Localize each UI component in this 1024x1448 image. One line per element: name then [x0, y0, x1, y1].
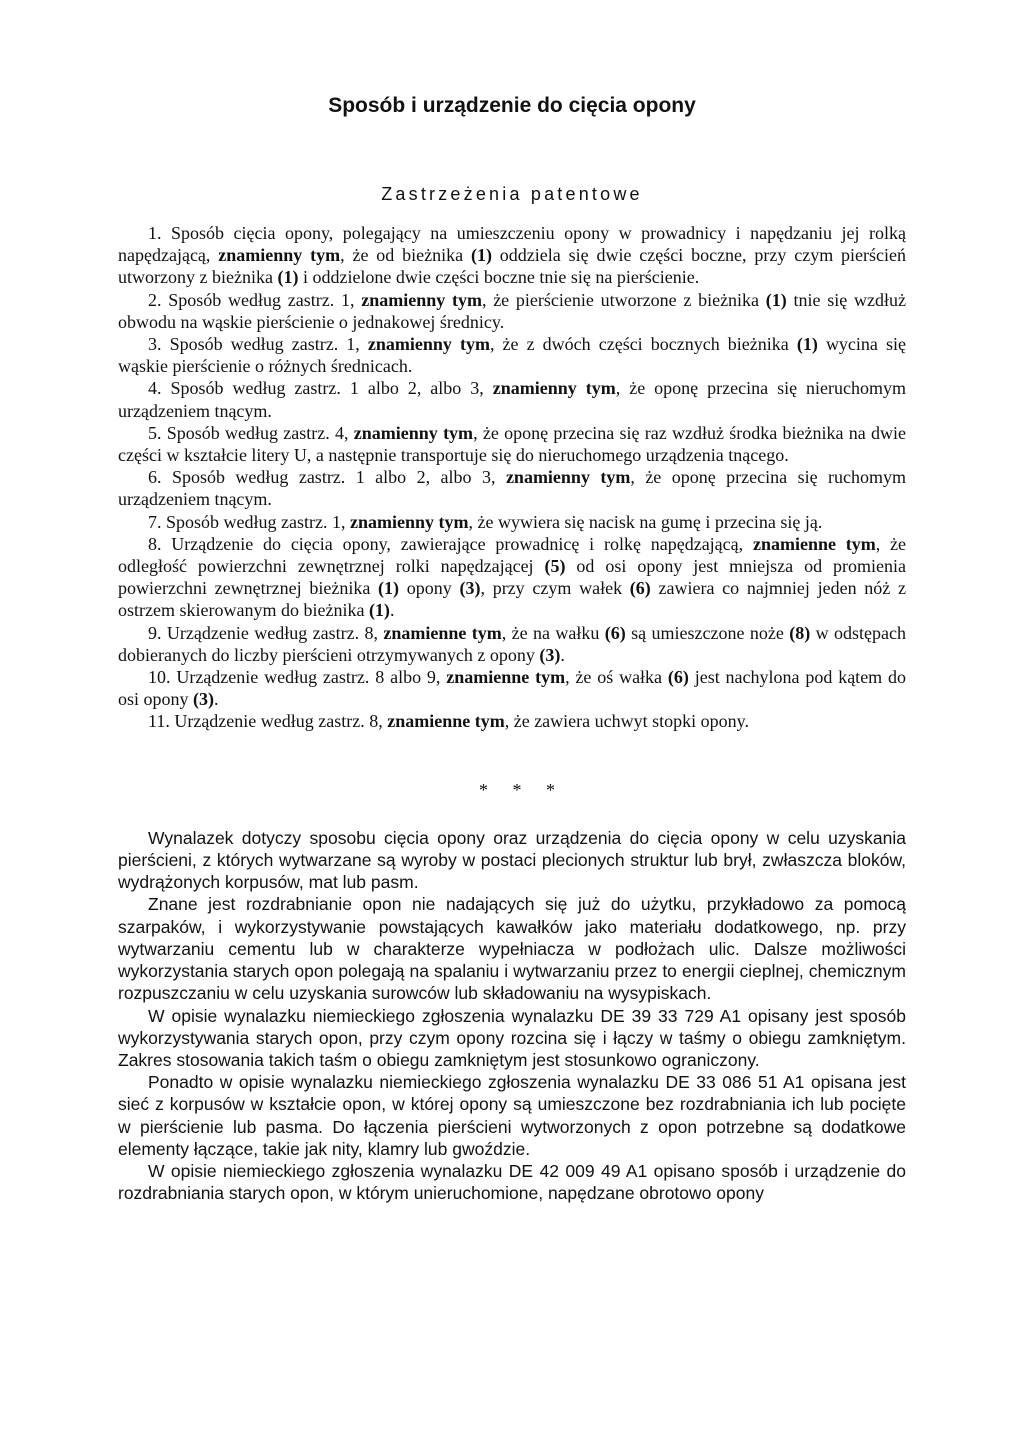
claim-text: 2. Sposób według zastrz. 1, [148, 289, 362, 310]
claim-text: , że oś wałka [565, 667, 668, 688]
claim-text: 4. Sposób według zastrz. 1 albo 2, albo 3, [148, 378, 493, 399]
description-paragraph-4: Ponadto w opisie wynalazku niemieckiego zgłoszenia wynalazku DE 33 086 51 A1 opisana jest sieć z korpusów w kształcie opon, w której opony są umieszczone bez rozdrabniania ich lub pocięte w pierścienie lub pasma. Do łączenia pierścieni wytworzonych z opon potrzebne są dodatkowe elementy łączące, takie jak nity, klamry lub gwoździe. [118, 1072, 906, 1159]
claim-bold-text: (1) [378, 578, 400, 599]
section-separator: * * * [479, 779, 565, 800]
claim-bold-text: (1) [368, 600, 390, 621]
claim-text: , że odległość powierzchni zewnętrznej rolki napędzającej [118, 533, 907, 577]
document-title: Sposób i urządzenie do cięcia opony [328, 94, 696, 117]
claim-bold-text: (6) [667, 667, 689, 688]
claim-text: . [214, 689, 219, 710]
claim-text: 9. Urządzenie według zastrz. 8, [148, 622, 384, 643]
claim-bold-text: znamienny tym [505, 467, 631, 488]
claim-4 [118, 377, 906, 421]
claim-text: , przy czym wałek [480, 578, 630, 599]
claim-text: oddziela się dwie części boczne, przy czym pierścień utworzony z bieżnika [118, 245, 907, 288]
claim-11 [118, 710, 906, 732]
claim-text: , że od bieżnika [340, 245, 471, 266]
claim-bold-text: (6) [629, 578, 651, 599]
claim-text: opony [399, 578, 460, 599]
description-section [118, 827, 906, 1204]
claim-text: . [560, 644, 565, 665]
claim-bold-text: (3) [539, 644, 561, 665]
claim-text: , że na wałku [501, 622, 605, 643]
claim-text: od osi opony jest mniejsza od promienia powierzchni zewnętrznej bieżnika [118, 556, 907, 599]
claim-bold-text: znamienne tym [383, 622, 502, 643]
claim-bold-text: znamienny tym [218, 245, 341, 266]
claim-text: 11. Urządzenie według zastrz. 8, [148, 711, 388, 732]
claim-text: 1. Sposób cięcia opony, polegający na umieszczeniu opony w prowadnicy i napędzaniu jej rolką napędzającą, [118, 223, 906, 266]
claim-text: , że oponę przecina się nieruchomym urządzeniem tnącym. [118, 378, 907, 421]
claim-text: 10. Urządzenie według zastrz. 8 albo 9, [148, 667, 447, 688]
description-paragraph-1: Wynalazek dotyczy sposobu cięcia opony oraz urządzenia do cięcia opony w celu uzyskania pierścieni, z których wytwarzane są wyroby w postaci plecionych struktur lub brył, zwłaszcza bloków, wydrążonych korpusów, mat lub pasm. [118, 827, 906, 893]
claim-1 [118, 222, 906, 289]
claim-bold-text: znamienne tym [387, 711, 505, 732]
claim-text: , że pierścienie utworzone z bieżnika [481, 289, 766, 310]
claim-bold-text: (8) [789, 622, 811, 643]
claim-text: , że oponę przecina się raz wzdłuż środka bieżnika na dwie części w kształcie litery U, a następnie transportuje się do nieruchomego urządzenia tnącego. [118, 422, 906, 466]
claim-9 [118, 622, 906, 666]
claim-text: wycina się wąskie pierścienie o różnych średnicach. [118, 334, 906, 377]
description-paragraph-5: W opisie niemieckiego zgłoszenia wynalazku DE 42 009 49 A1 opisano sposób i urządzenie do rozdrabniania starych opon, w którym unieruchomione, napędzane obrotowo opony [118, 1160, 906, 1204]
claim-5 [118, 422, 906, 466]
claim-bold-text: (1) [765, 289, 787, 310]
description-paragraph-3: W opisie wynalazku niemieckiego zgłoszenia wynalazku DE 39 33 729 A1 opisany jest sposób wykorzystywania starych opon, przy czym opony rozcina się i łączy w taśmy o obiegu zamkniętym. Zakres stosowania takich taśm o obiegu zamkniętym jest stosunkowo ograniczony. [118, 1005, 906, 1070]
claim-text: . [389, 600, 395, 621]
claim-8 [118, 533, 906, 622]
claim-text: zawiera co najmniej jeden nóż z ostrzem skierowanym do bieżnika [118, 578, 906, 621]
description-paragraph-2: Znane jest rozdrabnianie opon nie nadających się już do użytku, przykładowo za pomocą szarpaków, i wykorzystywanie powstających kawałków jako materiału dodatkowego, np. przy wytwarzaniu cementu lub w charakterze wypełniacza w podłożach ulic. Dalsze możliwości wykorzystania starych opon polegają na spalaniu i wytwarzaniu przez to energii cieplnej, chemicznym rozpuszczaniu w celu uzyskania surowców lub składowaniu na wysypiskach. [118, 894, 906, 1004]
claim-bold-text: (1) [470, 245, 492, 266]
claim-text: i oddzielone dwie części boczne tnie się na pierścienie. [298, 267, 700, 288]
claim-text: w odstępach dobieranych do liczby pierścieni otrzymywanych z opony [118, 622, 906, 665]
claim-text: są umieszczone noże [625, 622, 790, 643]
claim-bold-text: znamienne tym [752, 533, 876, 554]
claim-10 [118, 666, 906, 710]
claims-list [118, 222, 906, 733]
claim-text: , że z dwóch części bocznych bieżnika [489, 334, 797, 355]
claim-bold-text: znamienny tym [361, 289, 482, 310]
claim-bold-text: (6) [604, 622, 626, 643]
claim-text: 3. Sposób według zastrz. 1, [148, 334, 368, 355]
claim-bold-text: znamienny tym [367, 334, 490, 355]
claim-3 [118, 333, 906, 377]
claim-text: , że zawiera uchwyt stopki opony. [504, 711, 749, 732]
claim-bold-text: (1) [277, 267, 299, 288]
claim-bold-text: znamienne tym [446, 667, 566, 688]
claim-bold-text: znamienny tym [492, 378, 616, 399]
claim-bold-text: (5) [544, 556, 566, 577]
claim-text: 5. Sposób według zastrz. 4, [148, 422, 354, 443]
claim-text: tnie się wzdłuż obwodu na wąskie pierścienie o jednakowej średnicy. [118, 289, 906, 332]
claim-text: 8. Urządzenie do cięcia opony, zawierające prowadnicę i rolkę napędzającą, [148, 533, 753, 554]
claim-bold-text: znamienny tym [349, 511, 469, 532]
claim-bold-text: (3) [193, 689, 215, 710]
claim-7 [118, 511, 906, 533]
claim-6 [118, 466, 906, 510]
claim-bold-text: (3) [459, 578, 481, 599]
claim-2 [118, 289, 906, 333]
claim-text: jest nachylona pod kątem do osi opony [118, 667, 907, 710]
claim-text: 7. Sposób według zastrz. 1, [148, 511, 350, 532]
claim-text: , że wywiera się nacisk na gumę i przecina się ją. [468, 511, 823, 532]
claims-heading: Zastrzeżenia patentowe [381, 184, 643, 204]
claim-bold-text: znamienny tym [353, 422, 474, 443]
claim-text: , że oponę przecina się ruchomym urządzeniem tnącym. [118, 467, 906, 510]
claim-bold-text: (1) [796, 334, 818, 355]
claim-text: 6. Sposób według zastrz. 1 albo 2, albo 3, [148, 467, 506, 488]
